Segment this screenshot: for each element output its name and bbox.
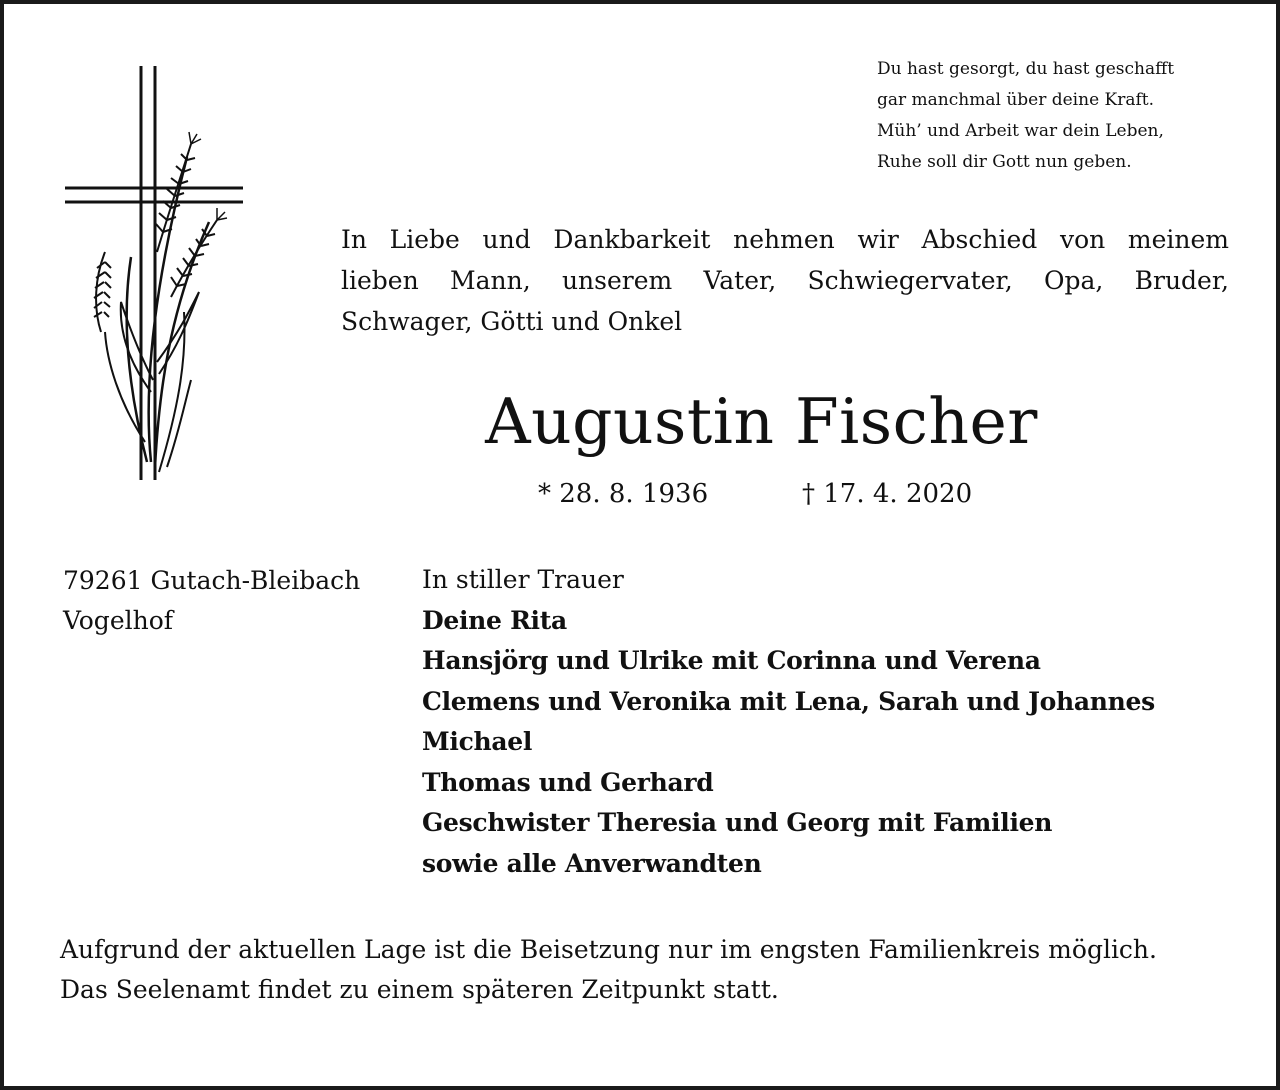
poem-line: Ruhe soll dir Gott nun geben. <box>877 152 1132 172</box>
mourner-line: sowie alle Anverwandten <box>422 848 762 878</box>
address-line: 79261 Gutach-Bleibach <box>63 566 361 595</box>
mourner-line: Michael <box>422 727 533 756</box>
poem-line: Müh’ und Arbeit war dein Leben, <box>877 121 1164 141</box>
life-dates <box>538 474 998 514</box>
cross-wheat-icon <box>59 62 249 492</box>
intro-line: In Liebe und Dankbarkeit nehmen wir Abschied von meinem <box>341 225 1229 254</box>
birth-date: * 28. 8. 1936 <box>538 479 709 509</box>
mourner-line: Hansjörg und Ulrike mit Corinna und Verena <box>422 646 1041 675</box>
address-block <box>63 561 360 641</box>
poem-block <box>877 54 1257 178</box>
notice-line: Aufgrund der aktuellen Lage ist die Beisetzung nur im engsten Familienkreis möglich. <box>60 935 1157 964</box>
poem-line: Du hast gesorgt, du hast geschafft <box>877 59 1175 79</box>
poem-line: gar manchmal über deine Kraft. <box>877 90 1155 110</box>
mourner-line: Clemens und Veronika mit Lena, Sarah und Johannes <box>422 686 1155 716</box>
mourners-block <box>422 560 1242 884</box>
deceased-name: Augustin Fischer <box>485 385 1038 458</box>
mourner-line: Deine Rita <box>422 605 567 635</box>
mourner-line: Geschwister Theresia und Georg mit Familien <box>422 808 1053 837</box>
mourners-intro: In stiller Trauer <box>422 565 624 594</box>
death-date: † 17. 4. 2020 <box>802 479 973 509</box>
mourner-line: Thomas und Gerhard <box>422 767 714 797</box>
notice-line: Das Seelenamt findet zu einem späteren Zeitpunkt statt. <box>60 975 779 1004</box>
intro-paragraph <box>341 219 1229 342</box>
intro-line: lieben Mann, unserem Vater, Schwiegervater, Opa, Bruder, <box>341 266 1229 295</box>
address-line: Vogelhof <box>63 606 174 635</box>
funeral-notice <box>60 930 1240 1010</box>
intro-line: Schwager, Götti und Onkel <box>341 307 683 336</box>
